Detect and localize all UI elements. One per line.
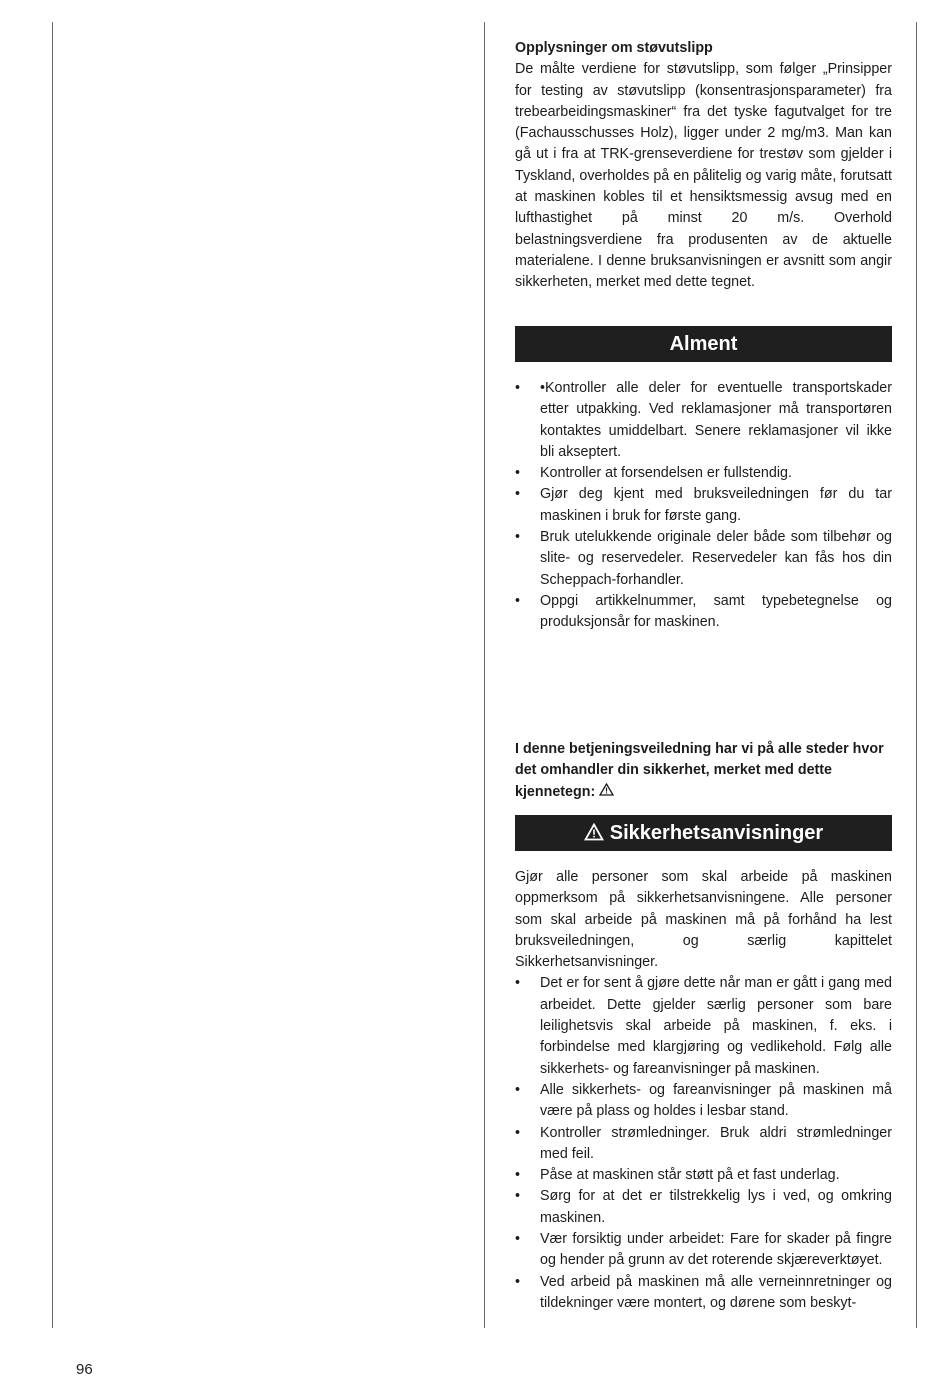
list-item [515,484,892,527]
list-item-text: •Kontroller alle deler for eventuelle transportskader etter utpakking. Ved reklamasjoner må transportøren kontaktes umiddelbart. Senere reklamasjoner vil ikke bli akseptert. [540,380,892,460]
safety-title: Sikkerhetsanvisninger [609,822,824,844]
safety-notice [515,739,892,803]
list-item-text: Sørg for at det er tilstrekkelig lys i ved, og omkring maskinen. [540,1188,892,1226]
general-title: Alment [669,333,738,355]
safety-section [515,867,892,1314]
column-divider-left [484,22,485,1328]
list-item-text: Kontroller at forsendelsen er fullstendig. [540,465,792,482]
list-item-text: Det er for sent å gjøre dette når man er gått i gang med arbeidet. Dette gjelder særlig personer som bare leilighetsvis skal arbeide på maskinen, f. eks. i forbindelse med klargjøring og vedlikehold. Følg alle sikkerhets- og fareanvisninger på maskinen. [540,975,892,1077]
dust-heading: Opplysninger om støvutslipp [515,40,713,56]
list-item [515,973,892,1079]
left-margin-rule [52,22,53,1328]
column-divider-right [916,22,917,1328]
list-item [515,1229,892,1272]
list-item [515,527,892,591]
warning-triangle-icon [599,783,614,796]
warning-triangle-icon [584,823,604,841]
bullet-mark: • [515,975,521,992]
bullet-mark: • [515,1081,521,1098]
bullet-mark: • [515,465,521,482]
list-item [515,1186,892,1229]
list-item [515,1080,892,1123]
list-item-text: Alle sikkerhets- og fareanvisninger på maskinen må være på plass og holdes i lesbar stand. [540,1081,892,1120]
list-item [515,463,892,484]
safety-intro: Gjør alle personer som skal arbeide på maskinen oppmerksom på sikkerhetsanvisningene. Alle personer som skal arbeide på maskinen må på forhånd ha lest bruksveiledningen, og særlig kapittelet Sikkerhetsanvisninger. [515,869,892,971]
bullet-mark: • [515,486,521,503]
bullet-mark: • [515,1231,521,1248]
list-item-text: Påse at maskinen står støtt på et fast underlag. [540,1167,840,1184]
list-item-text: Vær forsiktig under arbeidet: Fare for skader på fingre og hender på grunn av det roterende skjæreverktøyet. [540,1231,892,1269]
bullet-mark: • [515,380,521,396]
list-item [515,1123,892,1166]
general-heading-bar [515,326,892,362]
list-item-text: Gjør deg kjent med bruksveiledningen før du tar maskinen i bruk for første gang. [540,486,892,524]
safety-heading-bar [515,815,892,851]
list-item [515,378,892,463]
page-number: 96 [76,1361,93,1378]
bullet-mark: • [515,1188,521,1205]
safety-list [515,973,892,1314]
list-item [515,591,892,634]
dust-body: De målte verdiene for støvutslipp, som følger „Prinsipper for testing av støvutslipp (konsentrasjonsparameter) fra trebearbeidingsmaskiner“ fra det tyske fagutvalget for tre (Fachausschusses Holz), ligger under 2 mg/m3. Man kan gå ut i fra at TRK-grenseverdiene for trestøv som gjelder i Tyskland, overholdes på en pålitelig og varig måte, forutsatt at maskinen kobles til et hensiktsmessig avsug med en lufthastighet på minst 20 m/s. Overhold belastningsverdiene fra produsenten av de aktuelle materialene. I denne bruksanvisningen er avsnitt som angir sikkerheten, merket med dette tegnet. [515,61,892,291]
dust-section [515,38,892,294]
list-item [515,1272,892,1315]
list-item-text: Kontroller strømledninger. Bruk aldri strømledninger med feil. [540,1124,892,1162]
list-item-text: Ved arbeid på maskinen må alle verneinnretninger og tildekninger være montert, og dørene som beskyt- [540,1273,892,1311]
list-item-text: Bruk utelukkende originale deler både som tilbehør og slite- og reservedeler. Reservedeler kan fås hos din Scheppach-forhandler. [540,529,892,588]
bullet-mark: • [515,592,521,609]
bullet-mark: • [515,1124,521,1141]
general-section [515,378,892,634]
general-list [515,378,892,634]
list-item-text: Oppgi artikkelnummer, samt typebetegnelse og produksjonsår for maskinen. [540,592,892,631]
bullet-mark: • [515,1273,521,1290]
list-item [515,1165,892,1186]
bullet-mark: • [515,529,521,546]
bullet-mark: • [515,1167,521,1184]
safety-notice-text: I denne betjeningsveiledning har vi på alle steder hvor det omhandler din sikkerhet, merket med dette kjennetegn: [515,741,884,800]
